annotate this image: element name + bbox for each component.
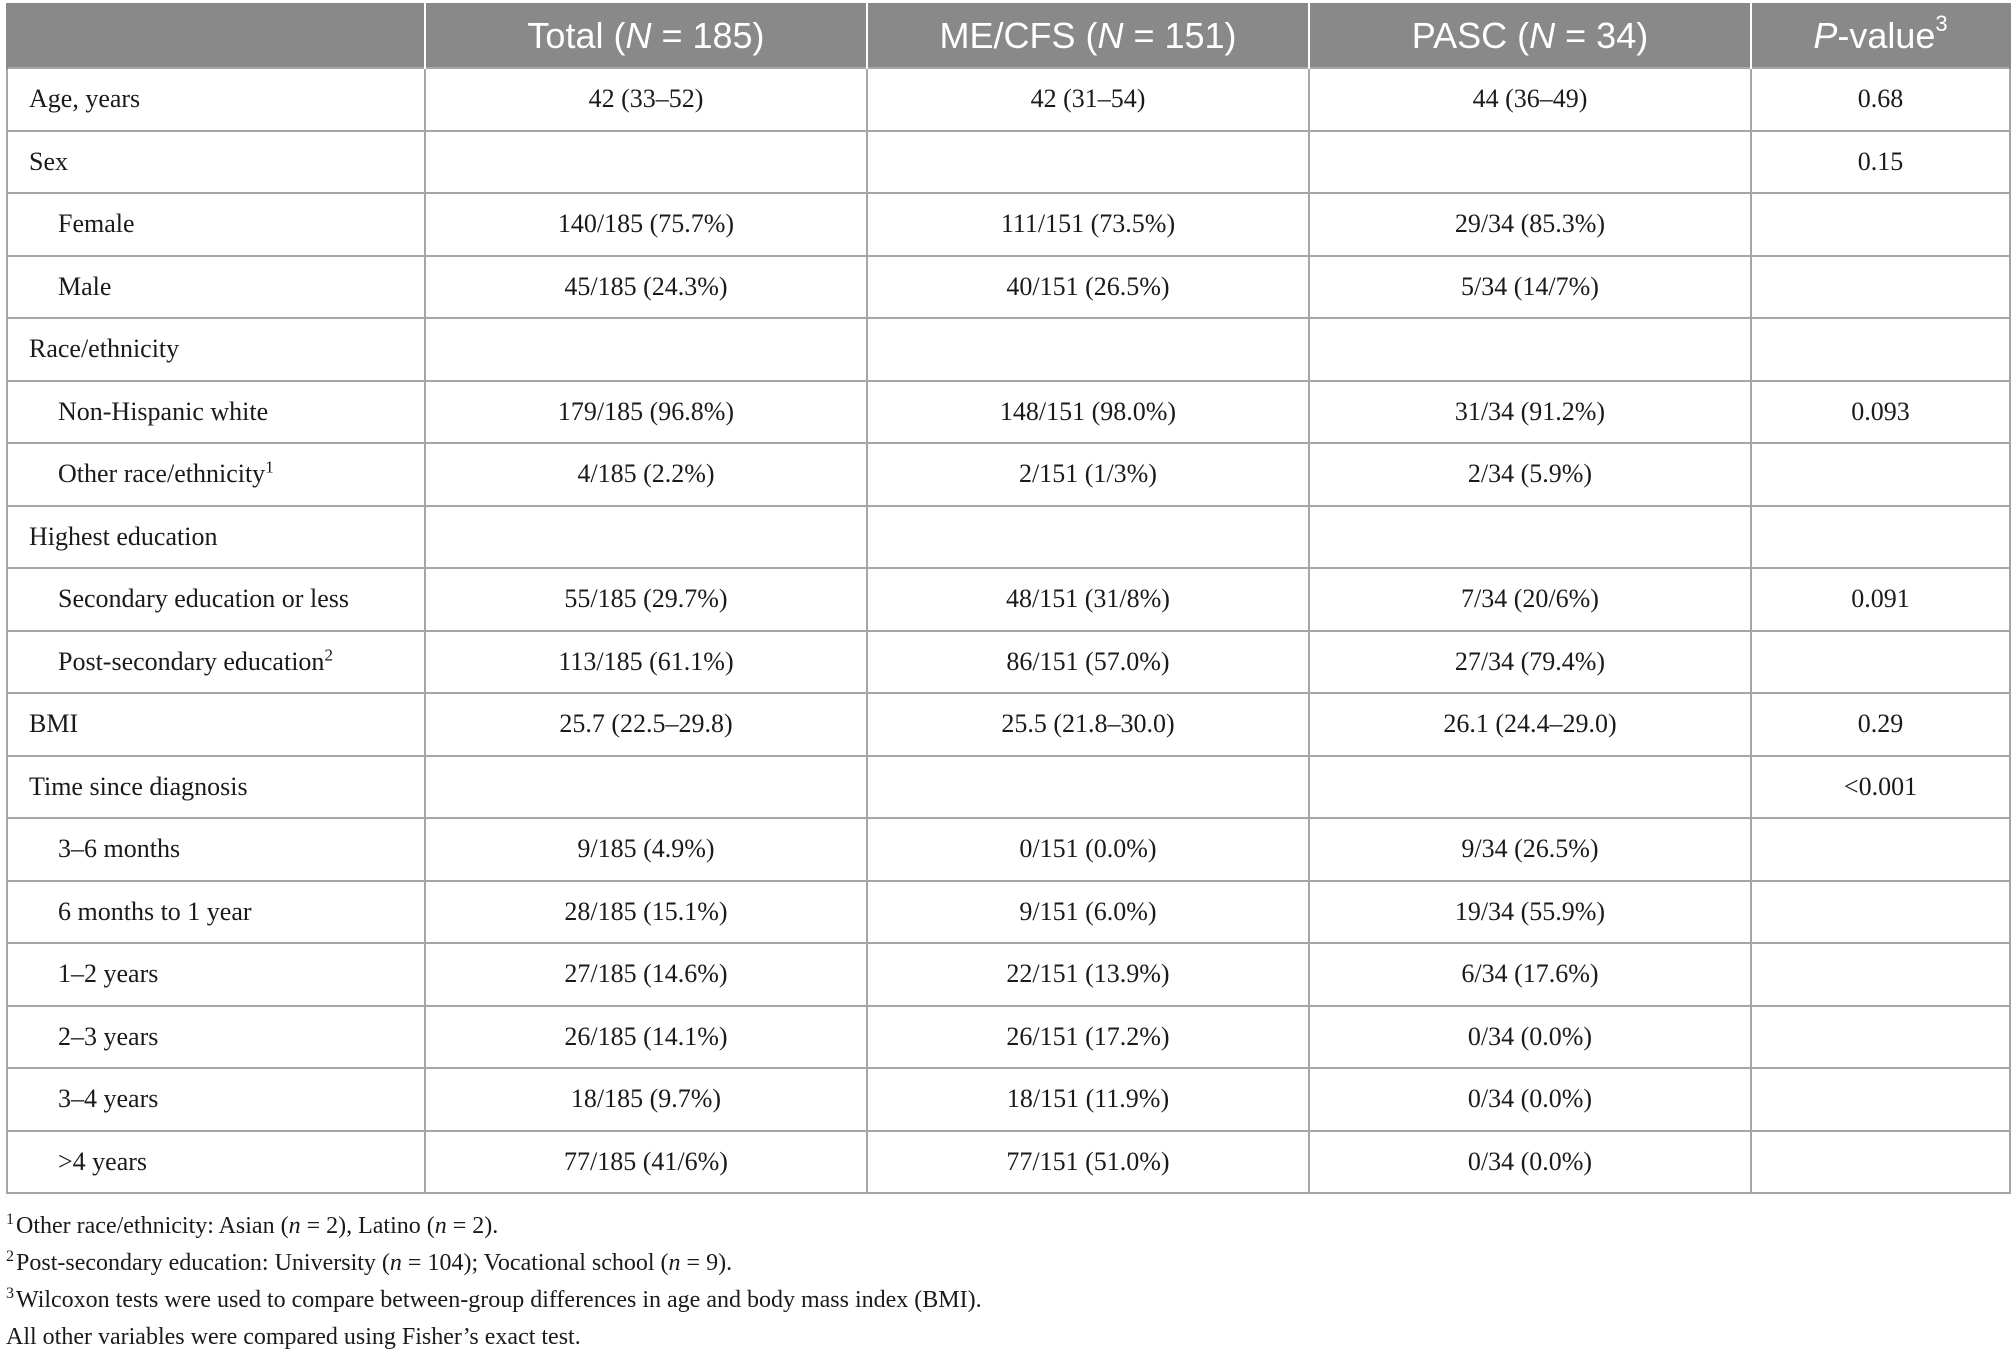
row-label: BMI — [7, 693, 425, 756]
cell-mecfs — [867, 131, 1309, 194]
cell-total — [425, 318, 867, 381]
cell-pasc: 6/34 (17.6%) — [1309, 943, 1751, 1006]
cell-total — [425, 756, 867, 819]
footnote — [6, 1319, 2009, 1356]
cell-total: 140/185 (75.7%) — [425, 193, 867, 256]
cell-total: 77/185 (41/6%) — [425, 1131, 867, 1194]
cell-mecfs — [867, 318, 1309, 381]
row-label: Highest education — [7, 506, 425, 569]
cell-total — [425, 131, 867, 194]
cell-pvalue — [1751, 1131, 2010, 1194]
cell-pasc: 44 (36–49) — [1309, 68, 1751, 131]
row-label: Time since diagnosis — [7, 756, 425, 819]
row-label: Age, years — [7, 68, 425, 131]
cell-mecfs: 48/151 (31/8%) — [867, 568, 1309, 631]
table-container — [6, 3, 2009, 1356]
cell-pasc: 19/34 (55.9%) — [1309, 881, 1751, 944]
footnote-text: = 9). — [680, 1250, 733, 1276]
footnote-text: All other variables were compared using Fisher’s exact test. — [6, 1324, 581, 1350]
cell-mecfs: 42 (31–54) — [867, 68, 1309, 131]
cell-pvalue — [1751, 443, 2010, 506]
cell-pvalue — [1751, 1068, 2010, 1131]
cell-pvalue — [1751, 881, 2010, 944]
cell-pasc: 31/34 (91.2%) — [1309, 381, 1751, 444]
footnote-text: n — [389, 1250, 402, 1276]
table-row — [7, 818, 2010, 881]
cell-pasc: 0/34 (0.0%) — [1309, 1006, 1751, 1069]
footnote-text: Post-secondary education: University ( — [16, 1250, 390, 1276]
footnote-text: n — [434, 1213, 447, 1239]
row-label: 6 months to 1 year — [7, 881, 425, 944]
cell-pasc — [1309, 756, 1751, 819]
footnote — [6, 1282, 2009, 1319]
row-label: Sex — [7, 131, 425, 194]
cell-pasc: 2/34 (5.9%) — [1309, 443, 1751, 506]
footnote-text: = 2). — [446, 1213, 499, 1239]
row-label: Race/ethnicity — [7, 318, 425, 381]
table-row — [7, 506, 2010, 569]
footnote-text: n — [668, 1250, 681, 1276]
row-label: 3–4 years — [7, 1068, 425, 1131]
cell-pasc — [1309, 506, 1751, 569]
cell-pasc: 27/34 (79.4%) — [1309, 631, 1751, 694]
footnote — [6, 1208, 2009, 1245]
table-row — [7, 756, 2010, 819]
cell-pvalue — [1751, 193, 2010, 256]
cell-total: 45/185 (24.3%) — [425, 256, 867, 319]
row-label: >4 years — [7, 1131, 425, 1194]
footnote-number: 1 — [6, 1211, 14, 1228]
table-row — [7, 1006, 2010, 1069]
cell-pvalue — [1751, 818, 2010, 881]
table-row — [7, 443, 2010, 506]
row-label: 1–2 years — [7, 943, 425, 1006]
cell-pvalue: 0.093 — [1751, 381, 2010, 444]
row-label: Male — [7, 256, 425, 319]
cell-total: 113/185 (61.1%) — [425, 631, 867, 694]
table-row — [7, 568, 2010, 631]
footnote-text: Wilcoxon tests were used to compare between-group differences in age and body mass index (BMI). — [16, 1287, 982, 1313]
cell-mecfs: 86/151 (57.0%) — [867, 631, 1309, 694]
cell-mecfs — [867, 506, 1309, 569]
cell-pasc — [1309, 318, 1751, 381]
cell-total: 179/185 (96.8%) — [425, 381, 867, 444]
cell-pvalue: 0.15 — [1751, 131, 2010, 194]
footnote-text: Other race/ethnicity: Asian ( — [16, 1213, 289, 1239]
table-row — [7, 256, 2010, 319]
footnote-number: 2 — [6, 1248, 14, 1265]
table-footnotes — [6, 1208, 2009, 1356]
cell-total: 55/185 (29.7%) — [425, 568, 867, 631]
table-row — [7, 1068, 2010, 1131]
cell-pasc: 0/34 (0.0%) — [1309, 1068, 1751, 1131]
cell-pasc: 5/34 (14/7%) — [1309, 256, 1751, 319]
footnote-text: = 104); Vocational school ( — [401, 1250, 669, 1276]
header-pasc: PASC (N = 34) — [1309, 4, 1751, 68]
row-label: Female — [7, 193, 425, 256]
cell-pvalue: 0.29 — [1751, 693, 2010, 756]
table-row — [7, 68, 2010, 131]
cell-total: 9/185 (4.9%) — [425, 818, 867, 881]
cell-mecfs: 0/151 (0.0%) — [867, 818, 1309, 881]
cell-total: 27/185 (14.6%) — [425, 943, 867, 1006]
table-row — [7, 193, 2010, 256]
cell-pasc: 0/34 (0.0%) — [1309, 1131, 1751, 1194]
footnote-text: n — [288, 1213, 301, 1239]
cell-mecfs: 22/151 (13.9%) — [867, 943, 1309, 1006]
cell-pasc: 7/34 (20/6%) — [1309, 568, 1751, 631]
cell-pvalue — [1751, 943, 2010, 1006]
cell-total: 4/185 (2.2%) — [425, 443, 867, 506]
row-label: 3–6 months — [7, 818, 425, 881]
row-label: 2–3 years — [7, 1006, 425, 1069]
cell-pvalue: 0.091 — [1751, 568, 2010, 631]
cell-pvalue — [1751, 506, 2010, 569]
cell-pvalue: 0.68 — [1751, 68, 2010, 131]
demographics-table — [6, 3, 2011, 1194]
header-pvalue: P-value$^3$ — [1751, 4, 2010, 68]
cell-pvalue: <0.001 — [1751, 756, 2010, 819]
table-row — [7, 881, 2010, 944]
row-label: Secondary education or less — [7, 568, 425, 631]
cell-mecfs: 9/151 (6.0%) — [867, 881, 1309, 944]
cell-pasc: 29/34 (85.3%) — [1309, 193, 1751, 256]
cell-mecfs: 40/151 (26.5%) — [867, 256, 1309, 319]
cell-total: 26/185 (14.1%) — [425, 1006, 867, 1069]
row-label: Non-Hispanic white — [7, 381, 425, 444]
cell-mecfs: 148/151 (98.0%) — [867, 381, 1309, 444]
cell-pvalue — [1751, 1006, 2010, 1069]
table-row — [7, 631, 2010, 694]
footnote-text: = 2), Latino ( — [300, 1213, 435, 1239]
cell-pasc — [1309, 131, 1751, 194]
cell-total — [425, 506, 867, 569]
footnote-number: 3 — [6, 1285, 14, 1302]
cell-pvalue — [1751, 318, 2010, 381]
cell-total: 25.7 (22.5–29.8) — [425, 693, 867, 756]
row-label: Post-secondary education$^2$ — [7, 631, 425, 694]
cell-mecfs: 111/151 (73.5%) — [867, 193, 1309, 256]
cell-mecfs: 77/151 (51.0%) — [867, 1131, 1309, 1194]
footnote — [6, 1245, 2009, 1282]
cell-pvalue — [1751, 631, 2010, 694]
footnote-marker: 1 — [265, 457, 274, 477]
cell-mecfs — [867, 756, 1309, 819]
header-row — [7, 4, 2010, 68]
cell-mecfs: 18/151 (11.9%) — [867, 1068, 1309, 1131]
cell-total: 28/185 (15.1%) — [425, 881, 867, 944]
cell-pasc: 26.1 (24.4–29.0) — [1309, 693, 1751, 756]
table-row — [7, 693, 2010, 756]
table-row — [7, 381, 2010, 444]
footnote-marker: 2 — [324, 645, 333, 665]
table-header — [7, 4, 2010, 68]
table-row — [7, 131, 2010, 194]
cell-mecfs: 25.5 (21.8–30.0) — [867, 693, 1309, 756]
cell-total: 18/185 (9.7%) — [425, 1068, 867, 1131]
cell-total: 42 (33–52) — [425, 68, 867, 131]
row-label: Other race/ethnicity$^1$ — [7, 443, 425, 506]
table-row — [7, 318, 2010, 381]
header-variable — [7, 4, 425, 68]
header-total: Total (N = 185) — [425, 4, 867, 68]
table-row — [7, 1131, 2010, 1194]
table-row — [7, 943, 2010, 1006]
cell-mecfs: 26/151 (17.2%) — [867, 1006, 1309, 1069]
table-body — [7, 68, 2010, 1193]
cell-mecfs: 2/151 (1/3%) — [867, 443, 1309, 506]
cell-pvalue — [1751, 256, 2010, 319]
cell-pasc: 9/34 (26.5%) — [1309, 818, 1751, 881]
header-mecfs: ME/CFS (N = 151) — [867, 4, 1309, 68]
